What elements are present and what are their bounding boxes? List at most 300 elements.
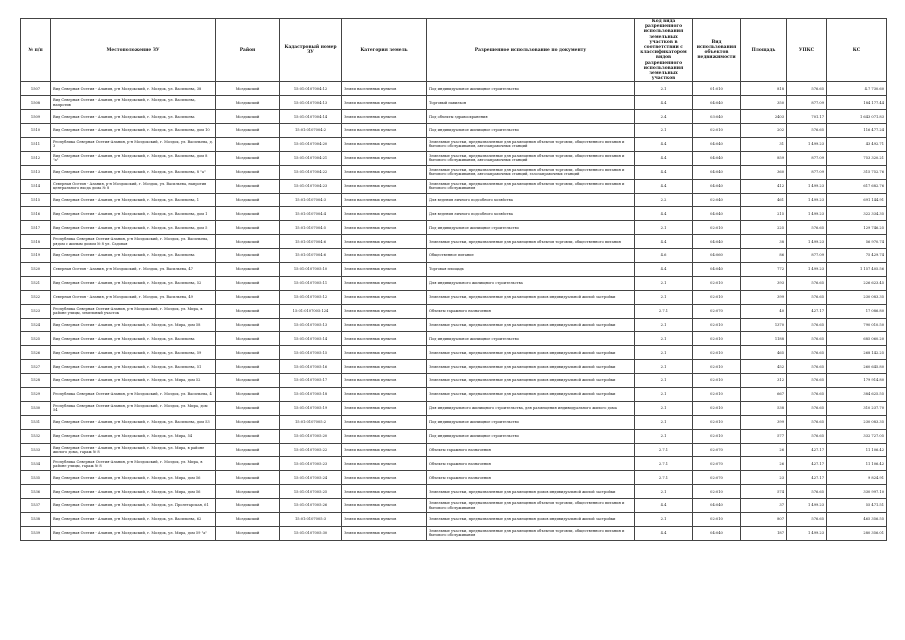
table-row <box>21 96 887 110</box>
table-row <box>21 110 887 124</box>
cell-district: Моздокский <box>216 429 280 443</box>
cell-area: 399 <box>741 290 787 304</box>
cell-use-code: 2.1 <box>635 318 693 332</box>
cell-row-number: 1515 <box>21 193 51 207</box>
cell-use-code: 2.1 <box>635 485 693 499</box>
cell-district: Моздокский <box>216 374 280 388</box>
cell-district: Моздокский <box>216 388 280 402</box>
cadastral-table <box>20 18 887 541</box>
cell-use-code: 2.1 <box>635 124 693 138</box>
cell-cadastral-number: 15:01:0107004:2 <box>280 124 342 138</box>
table-row <box>21 165 887 179</box>
cell-ks: 1 157 405.56 <box>827 263 887 277</box>
cell-use-code: 4.4 <box>635 263 693 277</box>
table-row <box>21 290 887 304</box>
cell-ks: 56 970.74 <box>827 235 887 249</box>
cell-row-number: 1537 <box>21 499 51 513</box>
cell-ks: 280 356.01 <box>827 526 887 540</box>
header-cell: КС <box>827 19 887 82</box>
cell-upks: 877.09 <box>787 96 827 110</box>
table-row <box>21 401 887 415</box>
cell-land-category: Земли населенных пунктов <box>342 415 427 429</box>
cell-ks: 322 334.35 <box>827 207 887 221</box>
cell-upks: 576.65 <box>787 346 827 360</box>
cell-land-category: Земли населенных пунктов <box>342 318 427 332</box>
cell-land-category: Земли населенных пунктов <box>342 263 427 277</box>
header-cell: Разрешенное использование по документу <box>427 19 635 82</box>
cell-location: Вид Северная Осетия - Алания, р-н Моздокский, г. Моздок, ул. Васильева, 59 <box>51 346 216 360</box>
cell-cadastral-number: 15:01:0107004:5 <box>280 221 342 235</box>
cell-upks: 576.65 <box>787 221 827 235</box>
cell-upks: 427.17 <box>787 443 827 457</box>
cell-use-code: 2.7.1 <box>635 457 693 471</box>
cell-district: Моздокский <box>216 499 280 513</box>
cell-ks: 753 320.21 <box>827 151 887 165</box>
cell-cadastral-number: 15:01:0107005:23 <box>280 457 342 471</box>
cell-row-number: 1528 <box>21 374 51 388</box>
cell-area: 312 <box>741 374 787 388</box>
cell-upks: 1 499.23 <box>787 207 827 221</box>
table-row <box>21 151 887 165</box>
cell-row-number: 1522 <box>21 290 51 304</box>
cell-upks: 877.09 <box>787 165 827 179</box>
cell-ks: 230 083.35 <box>827 415 887 429</box>
cell-use-type: 02:010 <box>693 401 741 415</box>
cell-location: Республика Северная Осетия-Алания, р-н Моздокский, г. Моздок, ул. Мира, дом 54 <box>51 401 216 415</box>
table-row <box>21 124 887 138</box>
table-row <box>21 138 887 152</box>
cell-district: Моздокский <box>216 110 280 124</box>
cell-cadastral-number: 15:01:0107005:17 <box>280 374 342 388</box>
cell-district: Моздокский <box>216 332 280 346</box>
cell-ks: 268 142.25 <box>827 346 887 360</box>
cell-use-code: 2.4 <box>635 110 693 124</box>
cell-ks: 17 086.80 <box>827 304 887 318</box>
cell-cadastral-number: 15:01:0107005:30 <box>280 526 342 540</box>
cell-ks: 384 625.55 <box>827 388 887 402</box>
table-row <box>21 443 887 457</box>
table-body <box>21 82 887 540</box>
cell-land-category: Земли населенных пунктов <box>342 235 427 249</box>
cell-permitted-use: Под индивидуальное жилищное строительство <box>427 429 635 443</box>
cell-upks: 427.17 <box>787 471 827 485</box>
cell-cadastral-number: 15:01:0107004:23 <box>280 179 342 193</box>
table-row <box>21 82 887 96</box>
cell-location: Северная Осетия - Алания, р-н Моздокский, г. Моздок, ул. Васильева, напротив центрального входа дома № 8 <box>51 179 216 193</box>
cell-row-number: 1519 <box>21 249 51 263</box>
cell-area: 465 <box>741 346 787 360</box>
cell-district: Моздокский <box>216 526 280 540</box>
cell-permitted-use: Под индивидуальное жилищное строительство <box>427 124 635 138</box>
cell-use-code: 2.1 <box>635 276 693 290</box>
cell-upks: 576.65 <box>787 401 827 415</box>
table-row <box>21 332 887 346</box>
cell-upks: 576.65 <box>787 290 827 304</box>
cell-area: 26 <box>741 457 787 471</box>
cell-location: Вид Северная Осетия - Алания, р-н Моздокский, г. Моздок, ул. Мира, дом 58 <box>51 318 216 332</box>
cell-upks: 576.65 <box>787 124 827 138</box>
cell-location: Вид Северная Осетия - Алания, р-н Моздокский, г. Моздок, ул. Мира, 54 <box>51 429 216 443</box>
cell-use-type: 02:070 <box>693 457 741 471</box>
cell-permitted-use: Земельные участки, предназначенные для размещения домов индивидуальной жилой застройки <box>427 374 635 388</box>
cell-cadastral-number: 15:01:0107005:14 <box>280 332 342 346</box>
cell-land-category: Земли населенных пунктов <box>342 276 427 290</box>
cell-area: 399 <box>741 415 787 429</box>
cell-district: Моздокский <box>216 415 280 429</box>
cell-ks: 230 083.35 <box>827 290 887 304</box>
cell-land-category: Земли населенных пунктов <box>342 249 427 263</box>
cell-upks: 877.09 <box>787 249 827 263</box>
cell-ks: 790 010.50 <box>827 318 887 332</box>
cell-use-type: 04:040 <box>693 526 741 540</box>
cell-location: Вид Северная Осетия - Алания, р-н Моздокский, г. Моздок, ул. Васильева, дом 10 <box>51 124 216 138</box>
cell-upks: 1 499.23 <box>787 138 827 152</box>
cell-upks: 427.17 <box>787 457 827 471</box>
cell-use-type: 02:070 <box>693 304 741 318</box>
cell-district: Моздокский <box>216 443 280 457</box>
cell-permitted-use: Земельные участки, предназначенные для размещения объектов торговли, общественного питания и бытового обслуживания <box>427 499 635 513</box>
cell-district: Моздокский <box>216 207 280 221</box>
cell-use-code: 2.1 <box>635 513 693 527</box>
cell-use-code: 4.4 <box>635 138 693 152</box>
cell-use-code: 2.7.1 <box>635 304 693 318</box>
cell-ks: 179 914.80 <box>827 374 887 388</box>
cell-location: Вид Северная Осетия - Алания, р-н Моздокский, г. Моздок, ул. Васильева <box>51 332 216 346</box>
cell-area: 1370 <box>741 318 787 332</box>
cell-location: Вид Северная Осетия - Алания, р-н Моздокский, г. Моздок, ул. Васильева, дом 8 "а" <box>51 151 216 165</box>
cell-use-type: 04:040 <box>693 207 741 221</box>
cell-district: Моздокский <box>216 276 280 290</box>
cell-district: Моздокский <box>216 221 280 235</box>
cell-row-number: 1523 <box>21 304 51 318</box>
cell-row-number: 1517 <box>21 221 51 235</box>
cell-upks: 576.65 <box>787 513 827 527</box>
cell-cadastral-number: 15:01:0107005:3 <box>280 513 342 527</box>
cell-ks: 465 356.55 <box>827 513 887 527</box>
table-row <box>21 374 887 388</box>
cell-upks: 576.65 <box>787 82 827 96</box>
cell-location: Республика Северная Осетия-Алания, р-н Моздокский, г. Моздок, ул. Васильева, 4 <box>51 388 216 402</box>
cell-location: Вид Северная Осетия - Алания, р-н Моздокский, г. Моздок, ул. Мира, дом 56 <box>51 485 216 499</box>
cell-district: Моздокский <box>216 401 280 415</box>
cell-permitted-use: Под индивидуальное жилищное строительство <box>427 332 635 346</box>
cell-ks: 260 645.80 <box>827 360 887 374</box>
cell-use-code: 4.4 <box>635 235 693 249</box>
cell-use-code: 2.1 <box>635 221 693 235</box>
cell-area: 86 <box>741 249 787 263</box>
cell-row-number: 1524 <box>21 318 51 332</box>
cell-land-category: Земли населенных пунктов <box>342 388 427 402</box>
cell-cadastral-number: 15:01:0107005:24 <box>280 471 342 485</box>
cell-permitted-use: Для ведения личного подсобного хозяйства <box>427 207 635 221</box>
cell-area: 350 <box>741 96 787 110</box>
cell-permitted-use: Для индивидуального жилищного строительства <box>427 276 635 290</box>
cell-use-code: 2.1 <box>635 415 693 429</box>
cell-area: 452 <box>741 360 787 374</box>
cell-area: 393 <box>741 276 787 290</box>
cell-cadastral-number: 15:01:0107004:4 <box>280 207 342 221</box>
table-row <box>21 526 887 540</box>
cell-cadastral-number: 15:01:0107005:19 <box>280 401 342 415</box>
cell-land-category: Земли населенных пунктов <box>342 138 427 152</box>
cell-location: Вид Северная Осетия - Алания, р-н Моздокский, г. Моздок, ул. Мира, дом 52 <box>51 374 216 388</box>
cell-row-number: 1538 <box>21 513 51 527</box>
header-cell: № п/п <box>21 19 51 82</box>
cell-cadastral-number: 15:01:0107004:6 <box>280 235 342 249</box>
cell-ks: 4.7 730.60 <box>827 82 887 96</box>
cell-district: Моздокский <box>216 471 280 485</box>
cell-row-number: 1531 <box>21 415 51 429</box>
cell-ks: 310 237.70 <box>827 401 887 415</box>
cell-use-code: 2.7.1 <box>635 443 693 457</box>
cell-land-category: Земли населенных пунктов <box>342 443 427 457</box>
cell-area: 807 <box>741 513 787 527</box>
cell-land-category: Земли населенных пунктов <box>342 485 427 499</box>
cell-permitted-use: Под индивидуальное жилищное строительство <box>427 221 635 235</box>
cell-use-code: 2.1 <box>635 346 693 360</box>
cell-row-number: 1518 <box>21 235 51 249</box>
table-row <box>21 429 887 443</box>
cell-district: Моздокский <box>216 179 280 193</box>
cell-area: 772 <box>741 263 787 277</box>
cell-use-type: 04:040 <box>693 151 741 165</box>
cell-permitted-use: Объекты гаражного назначения <box>427 443 635 457</box>
cell-upks: 576.65 <box>787 388 827 402</box>
cell-use-type: 02:010 <box>693 388 741 402</box>
cell-location: Вид Северная Осетия - Алания, р-н Моздокский, г. Моздок, ул. Васильева, 1 <box>51 193 216 207</box>
cell-cadastral-number: 15:01:0107005:11 <box>280 276 342 290</box>
cell-land-category: Земли населенных пунктов <box>342 513 427 527</box>
cell-use-type: 02:010 <box>693 513 741 527</box>
cell-row-number: 1530 <box>21 401 51 415</box>
table-row <box>21 276 887 290</box>
cell-district: Моздокский <box>216 457 280 471</box>
cell-location: Республика Северная Осетия-Алания, р-н Моздокский, г. Моздок, ул. Мира, в районе улицы, земельный участок <box>51 304 216 318</box>
table-row <box>21 471 887 485</box>
cell-use-type: 04:040 <box>693 499 741 513</box>
table-row <box>21 221 887 235</box>
table-row <box>21 304 887 318</box>
cell-row-number: 1520 <box>21 263 51 277</box>
cell-land-category: Земли населенных пунктов <box>342 82 427 96</box>
cell-row-number: 1511 <box>21 138 51 152</box>
cell-district: Моздокский <box>216 124 280 138</box>
header-cell: Вид использования объектов недвижимости <box>693 19 741 82</box>
cell-land-category: Земли населенных пунктов <box>342 457 427 471</box>
cell-cadastral-number: 15:01:0107005:10 <box>280 263 342 277</box>
cell-cadastral-number: 15:01:0107004:3 <box>280 193 342 207</box>
cell-permitted-use: Земельные участки, предназначенные для размещения объектов торговли, общественного питания и бытового обслуживания, автозаправочных станций <box>427 151 635 165</box>
cell-upks: 1 499.23 <box>787 263 827 277</box>
cell-cadastral-number: 15:01:0107005:124 <box>280 304 342 318</box>
cell-permitted-use: Объекты гаражного назначения <box>427 457 635 471</box>
cell-district: Моздокский <box>216 485 280 499</box>
table-row <box>21 263 887 277</box>
cell-ks: 330 997.10 <box>827 485 887 499</box>
cell-row-number: 1510 <box>21 124 51 138</box>
cell-ks: 75 429.74 <box>827 249 887 263</box>
table-row <box>21 207 887 221</box>
cell-use-type: 04:040 <box>693 165 741 179</box>
header-row <box>21 19 887 82</box>
cell-area: 202 <box>741 124 787 138</box>
cell-land-category: Земли населенных пунктов <box>342 401 427 415</box>
cell-ks: 1 643 071.83 <box>827 110 887 124</box>
header-cell: Код вида разрешенного использования земельных участков в соответствии с классификатором видов разрешенного использования земельных участков <box>635 19 693 82</box>
cell-use-type: 04:060 <box>693 249 741 263</box>
cell-use-type: 02:010 <box>693 429 741 443</box>
cell-land-category: Земли населенных пунктов <box>342 221 427 235</box>
cell-use-type: 02:010 <box>693 415 741 429</box>
cell-cadastral-number: 15:01:0107004:22 <box>280 165 342 179</box>
cell-district: Моздокский <box>216 96 280 110</box>
cell-use-type: 02:010 <box>693 124 741 138</box>
cell-area: 31 <box>741 138 787 152</box>
cell-location: Вид Северная Осетия - Алания, р-н Моздокский, г. Моздок, ул. Васильева, 38 <box>51 82 216 96</box>
cell-use-code: 4.4 <box>635 526 693 540</box>
cell-area: 412 <box>741 179 787 193</box>
cell-use-type: 04:040 <box>693 96 741 110</box>
table-row <box>21 249 887 263</box>
table-row <box>21 360 887 374</box>
cell-use-code: 4.6 <box>635 249 693 263</box>
cell-upks: 1 499.23 <box>787 235 827 249</box>
cell-land-category: Земли населенных пунктов <box>342 526 427 540</box>
cell-ks: 691 144.91 <box>827 193 887 207</box>
cell-row-number: 1533 <box>21 443 51 457</box>
cadastral-value-table-sheet <box>20 18 886 541</box>
table-row <box>21 346 887 360</box>
cell-area: 225 <box>741 221 787 235</box>
cell-land-category: Земли населенных пунктов <box>342 151 427 165</box>
cell-district: Моздокский <box>216 360 280 374</box>
table-row <box>21 318 887 332</box>
cell-row-number: 1539 <box>21 526 51 540</box>
table-row <box>21 499 887 513</box>
cell-area: 26 <box>741 443 787 457</box>
cell-area: 38 <box>741 235 787 249</box>
cell-location: Северная Осетия - Алания, р-н Моздокский, г. Моздок, ул. Васильева, 47 <box>51 263 216 277</box>
cell-cadastral-number: 15:01:0107005:26 <box>280 499 342 513</box>
cell-location: Республика Северная Осетия-Алания, р-н Моздокский, г. Моздок, ул. Васильева, д. 3 <box>51 138 216 152</box>
cell-upks: 576.65 <box>787 332 827 346</box>
cell-use-type: 04:040 <box>693 235 741 249</box>
cell-location: Вид Северная Осетия - Алания, р-н Моздокский, г. Моздок, ул. Васильева, дом 5 <box>51 221 216 235</box>
header-cell: Район <box>216 19 280 82</box>
cell-district: Моздокский <box>216 235 280 249</box>
cell-use-code: 2.7.1 <box>635 471 693 485</box>
cell-use-code: 2.1 <box>635 290 693 304</box>
cell-area: 859 <box>741 151 787 165</box>
cell-use-type: 02:010 <box>693 374 741 388</box>
cell-district: Моздокский <box>216 193 280 207</box>
cell-use-type: 02:010 <box>693 360 741 374</box>
cell-row-number: 1508 <box>21 96 51 110</box>
cell-use-code: 2.2 <box>635 193 693 207</box>
cell-permitted-use: Земельные участки, предназначенные для размещения домов индивидуальной жилой застройки <box>427 388 635 402</box>
cell-location: Вид Северная Осетия - Алания, р-н Моздокский, г. Моздок, ул. Васильева <box>51 249 216 263</box>
cell-use-type: 04:040 <box>693 138 741 152</box>
cell-row-number: 1532 <box>21 429 51 443</box>
cell-district: Моздокский <box>216 290 280 304</box>
cell-row-number: 1514 <box>21 179 51 193</box>
cell-row-number: 1527 <box>21 360 51 374</box>
cell-cadastral-number: 15:01:0107004:20 <box>280 138 342 152</box>
cell-use-type: 03:040 <box>693 110 741 124</box>
cell-ks: 11 106.42 <box>827 443 887 457</box>
table-row <box>21 193 887 207</box>
cell-district: Моздокский <box>216 82 280 96</box>
cell-permitted-use: Под объекты здравоохранения <box>427 110 635 124</box>
cell-upks: 576.65 <box>787 360 827 374</box>
cell-permitted-use: Под индивидуальное жилищное строительство <box>427 82 635 96</box>
header-cell: Категория земель <box>342 19 427 82</box>
cell-use-code: 2.1 <box>635 82 693 96</box>
cell-location: Вид Северная Осетия - Алания, р-н Моздокский, г. Моздок, ул. Васильева, 52 <box>51 276 216 290</box>
cell-location: Вид Северная Осетия - Алания, р-н Моздокский, г. Моздок, ул. Мира, в районе жилого дома, гараж № 8 <box>51 443 216 457</box>
cell-permitted-use: Земельные участки, предназначенные для размещения объектов торговли, общественного питания и бытового обслуживания <box>427 179 635 193</box>
cell-permitted-use: Земельные участки, предназначенные для размещения объектов торговли, общественного питания и бытового обслуживания, автозаправочных станций <box>427 138 635 152</box>
cell-cadastral-number: 15:01:0107005:15 <box>280 346 342 360</box>
cell-permitted-use: Объекты гаражного назначения <box>427 304 635 318</box>
cell-row-number: 1535 <box>21 471 51 485</box>
cell-area: 538 <box>741 401 787 415</box>
cell-location: Вид Северная Осетия - Алания, р-н Моздокский, г. Моздок, ул. Васильева, дом 1 <box>51 207 216 221</box>
cell-permitted-use: Торговый павильон <box>427 96 635 110</box>
cell-use-type: 02:010 <box>693 332 741 346</box>
cell-area: 818 <box>741 82 787 96</box>
header-cell: Местоположение ЗУ <box>51 19 216 82</box>
cell-cadastral-number: 15:01:0107005:20 <box>280 429 342 443</box>
cell-location: Вид Северная Осетия - Алания, р-н Моздокский, г. Моздок, ул. Пролетарская, 61 <box>51 499 216 513</box>
cell-area: 1188 <box>741 332 787 346</box>
cell-cadastral-number: 15:01:0107005:25 <box>280 485 342 499</box>
cell-location: Республика Северная Осетия-Алания, р-н Моздокский, г. Моздок, ул. Мира, в районе улицы, гараж № 8 <box>51 457 216 471</box>
cell-upks: 576.65 <box>787 415 827 429</box>
cell-cadastral-number: 15:01:0107004:12 <box>280 82 342 96</box>
cell-land-category: Земли населенных пунктов <box>342 193 427 207</box>
cell-upks: 576.65 <box>787 276 827 290</box>
cell-area: 37 <box>741 499 787 513</box>
cell-ks: 43 492.71 <box>827 138 887 152</box>
cell-land-category: Земли населенных пунктов <box>342 471 427 485</box>
cell-permitted-use: Земельные участки, предназначенные для размещения домов индивидуальной жилой застройки <box>427 318 635 332</box>
cell-district: Моздокский <box>216 513 280 527</box>
cell-area: 40 <box>741 304 787 318</box>
cell-row-number: 1512 <box>21 151 51 165</box>
header-cell: Кадастровый номер ЗУ <box>280 19 342 82</box>
cell-location: Вид Северная Осетия - Алания, р-н Моздокский, г. Моздок, ул. Васильева, 62 <box>51 513 216 527</box>
cell-land-category: Земли населенных пунктов <box>342 290 427 304</box>
cell-permitted-use: Земельные участки, предназначенные для размещения домов индивидуальной жилой застройки <box>427 346 635 360</box>
cell-ks: 129 746.25 <box>827 221 887 235</box>
table-row <box>21 457 887 471</box>
cell-cadastral-number: 15:01:0107005:22 <box>280 443 342 457</box>
cell-cadastral-number: 15:01:0107004:14 <box>280 110 342 124</box>
cell-area: 577 <box>741 429 787 443</box>
cell-upks: 576.65 <box>787 318 827 332</box>
cell-permitted-use: Земельные участки, предназначенные для размещения домов индивидуальной жилой застройки <box>427 290 635 304</box>
cell-ks: 315 752.76 <box>827 165 887 179</box>
cell-location: Вид Северная Осетия - Алания, р-н Моздокский, г. Моздок, ул. Васильева <box>51 110 216 124</box>
cell-land-category: Земли населенных пунктов <box>342 332 427 346</box>
cell-ks: 332 727.05 <box>827 429 887 443</box>
cell-district: Моздокский <box>216 304 280 318</box>
cell-use-code: 4.4 <box>635 499 693 513</box>
cell-use-type: 02:010 <box>693 221 741 235</box>
cell-district: Моздокский <box>216 151 280 165</box>
cell-upks: 1 499.23 <box>787 499 827 513</box>
